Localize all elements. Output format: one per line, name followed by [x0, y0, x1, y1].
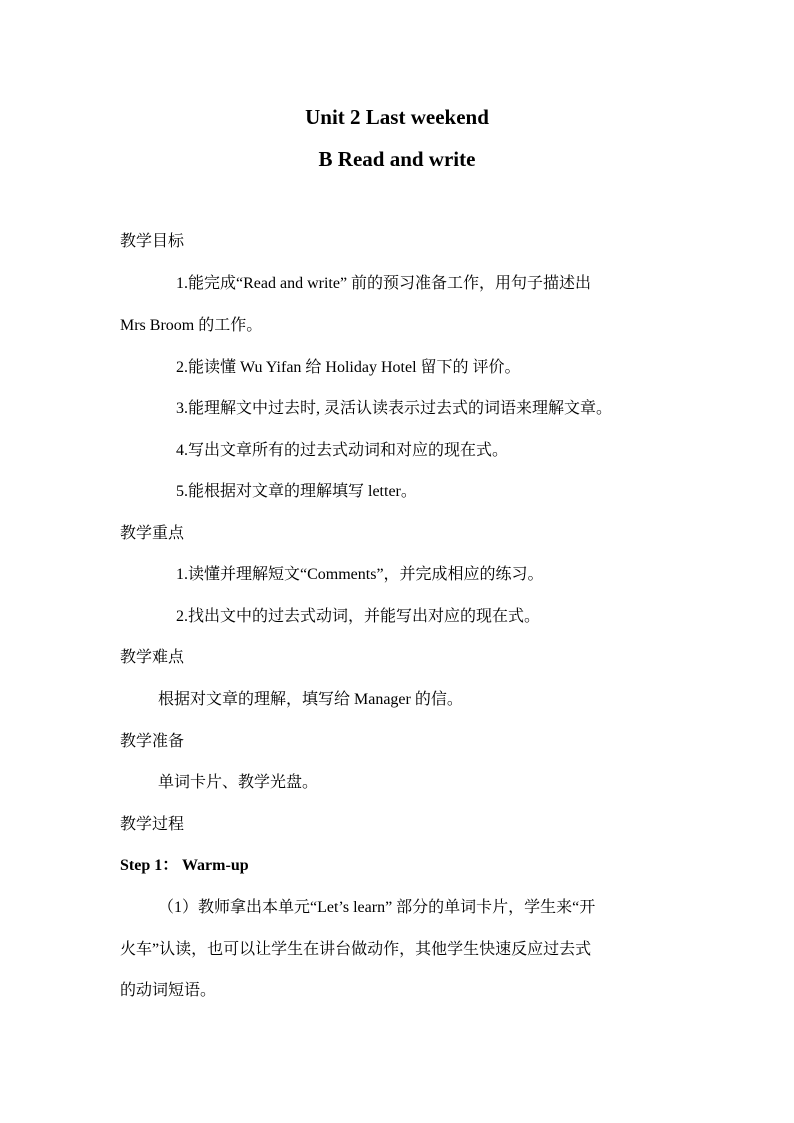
- process-heading: 教学过程: [120, 816, 185, 833]
- preparation-heading: 教学准备: [120, 733, 185, 750]
- objectives-heading: 教学目标: [120, 233, 185, 250]
- key-point-item-1: 1.读懂并理解短文“Comments”，并完成相应的练习。: [176, 566, 544, 583]
- objective-item-5: 5.能根据对文章的理解填写 letter。: [176, 483, 417, 500]
- process-paragraph-line-3: 的动词短语。: [120, 982, 217, 999]
- objective-item-4: 4.写出文章所有的过去式动词和对应的现在式。: [176, 442, 509, 459]
- key-point-item-2: 2.找出文中的过去式动词，并能写出对应的现在式。: [176, 608, 541, 625]
- process-paragraph-line-1: （1）教师拿出本单元“Let’s learn” 部分的单词卡片，学生来“开: [158, 899, 596, 916]
- objective-item-1-continued: Mrs Broom 的工作。: [120, 317, 263, 334]
- document-title: Unit 2 Last weekend: [305, 105, 489, 129]
- objective-item-3: 3.能理解文中过去时, 灵活认读表示过去式的词语来理解文章。: [176, 400, 613, 417]
- preparation-text: 单词卡片、教学光盘。: [158, 774, 319, 791]
- document-subtitle: B Read and write: [318, 147, 476, 171]
- difficulties-text: 根据对文章的理解，填写给 Manager 的信。: [158, 691, 463, 708]
- process-paragraph-line-2: 火车”认读，也可以让学生在讲台做动作，其他学生快速反应过去式: [120, 941, 592, 958]
- step-1-heading: Step 1： Warm-up: [120, 857, 249, 874]
- key-points-heading: 教学重点: [120, 525, 185, 542]
- objective-item-2: 2.能读懂 Wu Yifan 给 Holiday Hotel 留下的 评价。: [176, 359, 521, 376]
- difficulties-heading: 教学难点: [120, 649, 185, 666]
- objective-item-1: 1.能完成“Read and write” 前的预习准备工作，用句子描述出: [176, 275, 592, 292]
